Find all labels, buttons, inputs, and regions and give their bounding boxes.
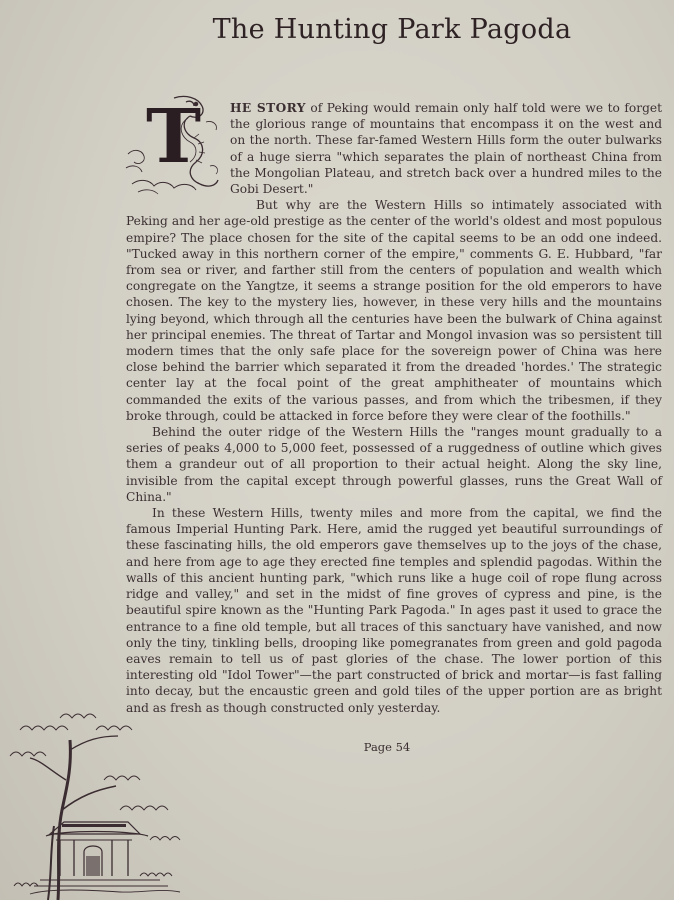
article-body [126, 94, 662, 716]
paragraph-4: In these Western Hills, twenty miles and more from the capital, we find the famous Imperial Hunting Park. Here, amid the rugged yet beautiful surroundings of these fascinating hills, the old emperors gave themselves up to the joys of the chase, and here from age to age they erected fine temples and splendid pagodas. Within the walls of this ancient hunting park, "which runs like a huge coil of rope flung across ridge and valley," and set in the midst of fine groves of cypress and pine, is the beautiful spire known as the "Hunting Park Pagoda." In ages past it used to grace the entrance to a fine old temple, but all traces of this sanctuary have vanished, and now only the tiny, tinkling bells, drooping like pomegranates from green and gold pagoda eaves remain to tell us of past glories of the chase. The lower portion of this interesting old "Idol Tower"—the part constructed of brick and mortar—is fast falling into decay, but the encaustic green and gold tiles of the upper portion are as bright and as fresh as though constructed only yesterday. [126, 506, 662, 715]
dragon-drop-cap [124, 92, 224, 198]
paragraph-3: Behind the outer ridge of the Western Hills the "ranges mount gradually to a series of peaks 4,000 to 5,000 feet, possessed of a ruggedness of outline which gives them a grandeur out of all proportion to their actual height. Along the sky line, invisible from the capital except through powerful glasses, runs the Great Wall of China." [126, 425, 662, 504]
drop-cap-letter: T [146, 94, 202, 180]
paragraph-2: But why are the Western Hills so intimately associated with Peking and her age-old prestige as the center of the world's oldest and most populous empire? The place chosen for the site of the capital seems to be an odd one indeed. "Tucked away in this northern corner of the empire," comments G. E. Hubbard, "far from sea or river, and farther still from the centers of population and wealth which congregate on the Yangtze, it seems a strange position for the old emperors to have chosen. The key to the mystery lies, however, in these very hills and the mountains lying beyond, which through all the centuries have been the bulwark of China against her principal enemies. The threat of Tartar and Mongol invasion was so persistent till modern times that the only safe place for the sovereign power of China was here close behind the barrier which separated it from the dreaded 'hordes.' The strategic center lay at the focal point of the great amphitheater of mountains which commanded the exits of the various passes, and from which the tribesmen, if they broke through, could be attacked in force before they were clear of the foothills." [126, 198, 662, 423]
pagoda-tree-illustration-icon [0, 700, 200, 900]
page-number: Page 54 [363, 740, 411, 754]
paragraph-1 [126, 94, 662, 197]
paragraph-1-text: of Peking would remain only half told were we to forget the glorious range of mountains that encompass it on the west and on the north. These far-famed Western Hills form the outer bulwarks of a huge sierra "which separates the plain of northeast China from the Mongolian Plateau, and stretch back over a hundred miles to the Gobi Desert." [230, 101, 662, 197]
page-title: The Hunting Park Pagoda [212, 14, 572, 45]
lead-in-text: HE STORY [230, 101, 306, 115]
